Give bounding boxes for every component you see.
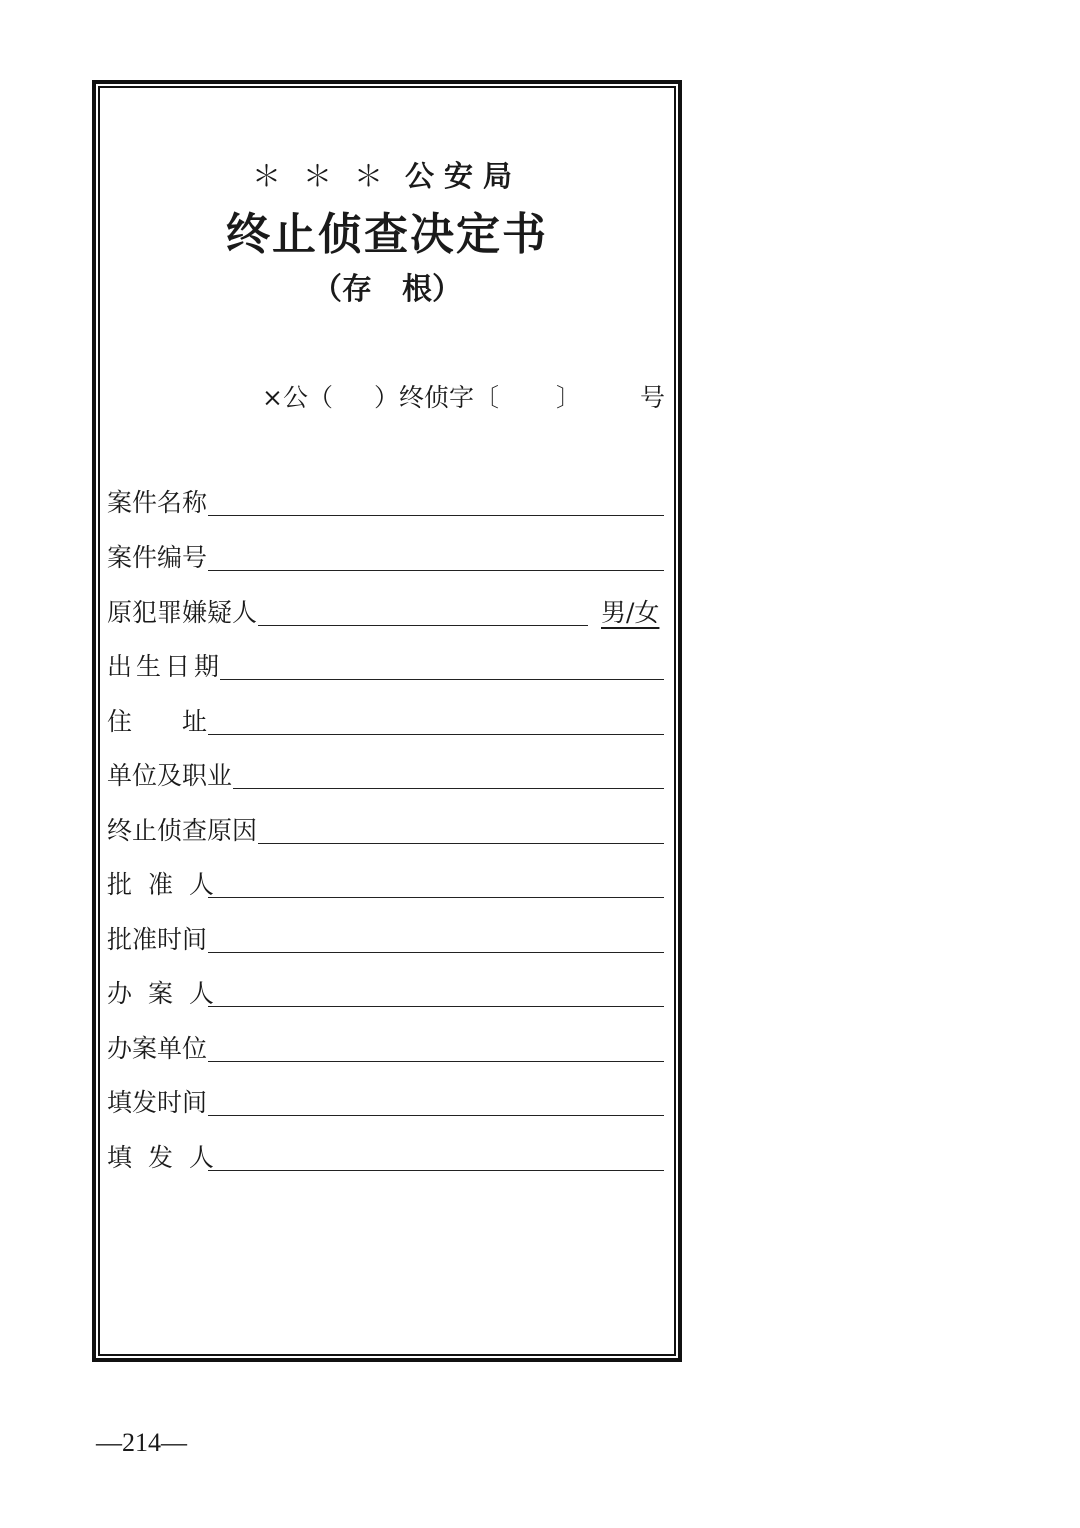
field-line-suspect[interactable] xyxy=(258,625,588,626)
field-line-handling-unit[interactable] xyxy=(208,1061,664,1062)
doc-number-suffix: 号 xyxy=(640,383,666,412)
field-label-birth-date: 出生日期 xyxy=(107,652,224,681)
agency-placeholder-stars: ＊＊＊ xyxy=(251,159,405,193)
field-line-case-name[interactable] xyxy=(208,515,664,516)
gender-option[interactable]: 男/女 xyxy=(601,598,660,627)
doc-number-bracket-close: 〕 xyxy=(556,383,582,412)
field-line-employer-occupation[interactable] xyxy=(233,788,664,789)
field-label-issue-time: 填发时间 xyxy=(107,1088,208,1117)
field-line-birth-date[interactable] xyxy=(220,679,664,680)
field-line-issuer[interactable] xyxy=(208,1170,664,1171)
field-label-case-officer: 办 案 人 xyxy=(107,979,218,1008)
field-label-suspect: 原犯罪嫌疑人 xyxy=(107,598,258,627)
field-line-approver[interactable] xyxy=(208,897,664,898)
document-title: 终止侦查决定书 xyxy=(226,209,548,260)
field-line-approval-time[interactable] xyxy=(208,952,664,953)
issuing-agency xyxy=(98,154,676,195)
document-subtitle: （存 根） xyxy=(312,272,462,307)
field-line-issue-time[interactable] xyxy=(208,1115,664,1116)
field-label-handling-unit: 办案单位 xyxy=(107,1034,208,1063)
field-line-case-number[interactable] xyxy=(208,570,664,571)
field-label-case-number: 案件编号 xyxy=(107,543,208,572)
agency-name: 公安局 xyxy=(405,159,523,193)
doc-number-mid: ）终侦字〔 xyxy=(374,383,500,412)
field-label-issuer: 填 发 人 xyxy=(107,1143,218,1172)
field-label-termination-reason: 终止侦查原因 xyxy=(107,816,258,845)
field-label-approval-time: 批准时间 xyxy=(107,925,208,954)
field-label-address: 住 址 xyxy=(107,707,208,736)
field-line-case-officer[interactable] xyxy=(208,1006,664,1007)
field-line-address[interactable] xyxy=(208,734,664,735)
field-label-approver: 批 准 人 xyxy=(107,870,218,899)
doc-number-prefix: ×公（ xyxy=(262,383,333,412)
page-number: —214— xyxy=(96,1428,187,1457)
field-line-termination-reason[interactable] xyxy=(258,843,664,844)
field-label-case-name: 案件名称 xyxy=(107,488,208,517)
field-label-employer-occupation: 单位及职业 xyxy=(107,761,233,790)
